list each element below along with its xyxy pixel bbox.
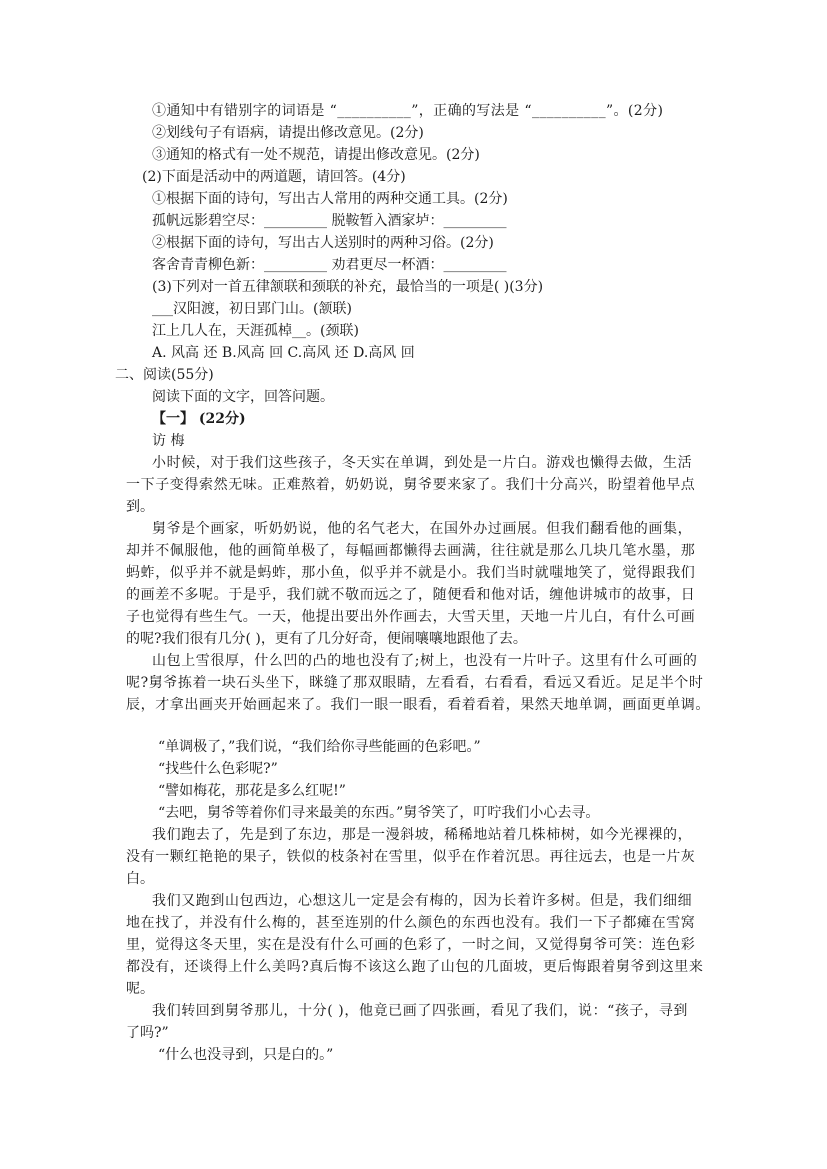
paragraph-line: 山包上雪很厚，什么凹的凸的地也没有了;树上，也没有一片叶子。这里有什么可画的 — [152, 653, 698, 669]
paragraph-line: 呢?舅爷拣着一块石头坐下，眯缝了那双眼睛，左看看，右看看，看远又看近。足足半个时 — [126, 675, 704, 691]
paragraph-line: 却并不佩服他，他的画简单极了，每幅画都懒得去画满，往往就是那么几块几笔水墨，那 — [126, 543, 696, 559]
question-1-1: ①通知中有错别字的词语是 “__________”，正确的写法是 “__________”。(2分) — [152, 103, 664, 119]
couplet-line-1: ___汉阳渡，初日郢门山。(颔联) — [152, 301, 352, 317]
paragraph-line: 子也觉得有些生气。一天，他提出要出外作画去，大雪天里，天地一片儿白，有什么可画 — [126, 609, 696, 625]
paragraph-line: 都没有，还谈得上什么美吗?真后悔不该这么跑了山包的几面坡，更后悔跟着舅爷到这里来 — [126, 959, 704, 975]
paragraph-line: 一下子变得索然无味。正难熬着，奶奶说，舅爷要来家了。我们十分高兴，盼望着他早点 — [126, 477, 696, 493]
paragraph-line: 地在找了，并没有什么梅的，甚至连别的什么颜色的东西也没有。我们一下子都瘫在雪窝 — [126, 915, 696, 931]
paragraph-line: 小时候，对于我们这些孩子，冬天实在单调，到处是一片白。游戏也懒得去做，生活 — [152, 455, 693, 471]
paragraph-line: 呢。 — [126, 981, 154, 997]
part-1-heading: 【一】 (22分) — [152, 411, 246, 427]
question-2-1: ①根据下面的诗句，写出古人常用的两种交通工具。(2分) — [152, 191, 508, 207]
paragraph-line: 的画差不多呢。于是乎，我们就不敬而远之了，随便看和他对话，缠他讲城市的故事，日 — [126, 587, 696, 603]
paragraph-line: 没有一颗红艳艳的果子，铁似的枝条衬在雪里，似乎在作着沉思。再往远去，也是一片灰 — [126, 849, 696, 865]
dialogue-line: “找些什么色彩呢?” — [158, 761, 278, 777]
reading-instruction: 阅读下面的文字，回答问题。 — [152, 389, 334, 405]
answer-options: A. 风高 还 B.风高 回 C.高风 还 D.高风 回 — [152, 345, 415, 361]
poem-line-2: 客舍青青柳色新：_________ 劝君更尽一杯酒：_________ — [152, 257, 507, 273]
question-3-heading: (3)下列对一首五律颔联和颈联的补充，最恰当的一项是( )(3分) — [152, 279, 544, 295]
paragraph-line: 里，觉得这冬天里，实在是没有什么可画的色彩了，一时之间，又觉得舅爷可笑：连色彩 — [126, 937, 696, 953]
paragraph-line: 我们又跑到山包西边，心想这儿一定是会有梅的，因为长着许多树。但是，我们细细 — [152, 893, 693, 909]
section-2-heading: 二、阅读(55分) — [115, 367, 214, 383]
question-2-heading: (2)下面是活动中的两道题，请回答。(4分) — [142, 169, 406, 185]
paragraph-line: 我们跑去了，先是到了东边，那是一漫斜坡，稀稀地站着几株柿树，如今光裸裸的， — [152, 827, 693, 843]
paragraph-line: 辰，才拿出画夹开始画起来了。我们一眼一眼看，看着看着，果然天地单调，画面更单调。 — [126, 697, 710, 713]
couplet-line-2: 江上几人在，天涯孤棹__。(颈联) — [152, 323, 359, 339]
dialogue-line: “什么也没寻到，只是白的。” — [158, 1047, 334, 1063]
dialogue-line: “单调极了，”我们说，“我们给你寻些能画的色彩吧。” — [158, 739, 481, 755]
paragraph-line: 的呢?我们很有几分( )，更有了几分好奇，便闹嚷嚷地跟他了去。 — [126, 631, 527, 647]
poem-line-1: 孤帆远影碧空尽：_________ 脱鞍暂入酒家垆：_________ — [152, 213, 507, 229]
paragraph-line: 我们转回到舅爷那儿，十分( )，他竟已画了四张画，看见了我们，说：“孩子，寻到 — [152, 1003, 688, 1019]
paragraph-line: 到。 — [126, 499, 154, 515]
article-title: 访 梅 — [152, 433, 185, 449]
paragraph-line: 了吗?” — [126, 1025, 169, 1041]
paragraph-line: 蚂蚱，似乎并不就是蚂蚱，那小鱼，似乎并不就是小。我们当时就嗤地笑了，觉得跟我们 — [126, 565, 696, 581]
dialogue-line: “去吧，舅爷等着你们寻来最美的东西。”舅爷笑了，叮咛我们小心去寻。 — [158, 805, 600, 821]
question-2-2: ②根据下面的诗句，写出古人送别时的两种习俗。(2分) — [152, 235, 494, 251]
question-1-2: ②划线句子有语病，请提出修改意见。(2分) — [152, 125, 424, 141]
dialogue-line: “譬如梅花，那花是多么红呢!” — [158, 783, 346, 799]
question-1-3: ③通知的格式有一处不规范，请提出修改意见。(2分) — [152, 147, 480, 163]
paragraph-line: 白。 — [126, 871, 154, 887]
paragraph-line: 舅爷是个画家，听奶奶说，他的名气老大，在国外办过画展。但我们翻看他的画集， — [152, 521, 693, 537]
